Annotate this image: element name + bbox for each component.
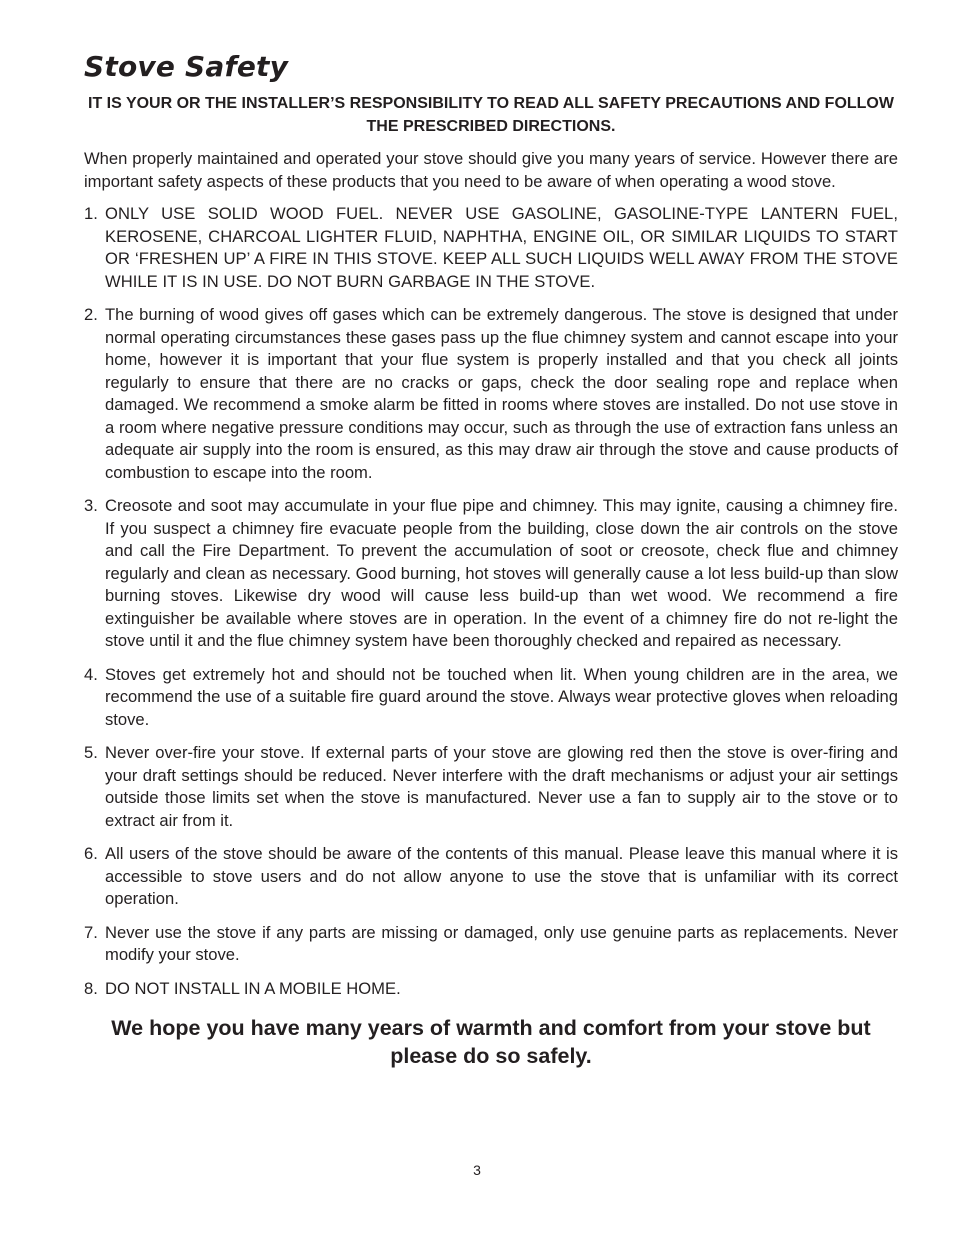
list-item-text: All users of the stove should be aware of the contents of this manual. Please leave this manual where it is accessible to stove users and do not allow anyone to use the stove that is unfamiliar with its correct operation. <box>105 844 898 908</box>
list-item-number: 5. <box>84 743 98 762</box>
list-item-text: Stoves get extremely hot and should not be touched when lit. When young children are in the area, we recommend the use of a suitable fire guard around the stove. Always wear protective gloves when reloading stove. <box>105 664 898 729</box>
list-item-text: DO NOT INSTALL IN A MOBILE HOME. <box>105 978 401 998</box>
list-item <box>84 922 898 967</box>
safety-warning: IT IS YOUR OR THE INSTALLER’S RESPONSIBILITY TO READ ALL SAFETY PRECAUTIONS AND FOLLOW THE PRESCRIBED DIRECTIONS. <box>88 95 894 135</box>
list-item-number: 8. <box>84 978 98 998</box>
list-item-text: Creosote and soot may accumulate in your flue pipe and chimney. This may ignite, causing a chimney fire. If you suspect a chimney fire evacuate people from the building, close down the air controls on the stove and call the Fire Department. To prevent the accumulation of soot or creosote, check flue and chimney regularly and clean as necessary. Good burning, hot stoves will generally cause a lot less build-up than slow burning stoves. Likewise dry wood will cause less build-up than wet wood. We recommend a fire extinguisher be available where stoves are in operation. In the event of a chimney fire do not re-light the stove until it and the flue chimney system have been thoroughly checked and repaired as necessary. <box>105 496 898 650</box>
list-item <box>84 742 898 832</box>
list-item <box>84 843 898 911</box>
intro-paragraph: When properly maintained and operated your stove should give you many years of service. However there are important safety aspects of these products that you need to be aware of when operating a wood stove. <box>84 149 898 191</box>
list-item-text: The burning of wood gives off gases which can be extremely dangerous. The stove is designed that under normal operating circumstances these gases pass up the flue chimney system and cannot escape into your home, however it is important that your flue system is properly installed and that you check all joints regularly to ensure that there are no cracks or gaps, check the door sealing rope and replace when damaged. We recommend a smoke alarm be fitted in rooms where stoves are installed. Do not use stove in a room where negative pressure conditions may occur, such as through the use of extraction fans unless an adequate air supply into the room is ensured, as this may draw air through the stove and cause products of combustion to escape into the room. <box>105 305 898 482</box>
list-item-number: 2. <box>84 305 98 324</box>
list-item <box>84 495 898 653</box>
list-item-number: 6. <box>84 844 98 863</box>
page-title: Stove Safety <box>84 50 289 83</box>
list-item-number: 1. <box>84 204 98 223</box>
list-item-text: Never over-fire your stove. If external parts of your stove are glowing red then the stove is over-firing and your draft settings should be reduced. Never interfere with the draft mechanisms or adjust your air settings outside those limits set when the stove is manufactured. Never use a fan to supply air to the stove or to extract air from it. <box>105 743 898 830</box>
closing-statement: We hope you have many years of warmth and comfort from your stove but please do so safely. <box>111 1016 871 1068</box>
list-item-number: 3. <box>84 496 98 515</box>
list-item-text: ONLY USE SOLID WOOD FUEL. NEVER USE GASOLINE, GASOLINE-TYPE LANTERN FUEL, KEROSENE, CHARCOAL LIGHTER FLUID, NAPHTHA, ENGINE OIL, OR SIMILAR LIQUIDS TO START OR ‘FRESHEN UP’ A FIRE IN THIS STOVE. KEEP ALL SUCH LIQUIDS WELL AWAY FROM THE STOVE WHILE IT IS IN USE. DO NOT BURN GARBAGE IN THE STOVE. <box>105 204 898 291</box>
list-item-number: 4. <box>84 664 98 684</box>
list-item <box>84 664 898 732</box>
document-page <box>84 50 898 1070</box>
list-item <box>84 304 898 484</box>
list-item-text: Never use the stove if any parts are missing or damaged, only use genuine parts as replacements. Never modify your stove. <box>105 922 898 964</box>
page-number: 3 <box>473 1162 481 1178</box>
list-item-number: 7. <box>84 922 98 942</box>
list-item <box>84 203 898 293</box>
list-item <box>84 978 898 1001</box>
safety-list <box>84 203 898 1000</box>
